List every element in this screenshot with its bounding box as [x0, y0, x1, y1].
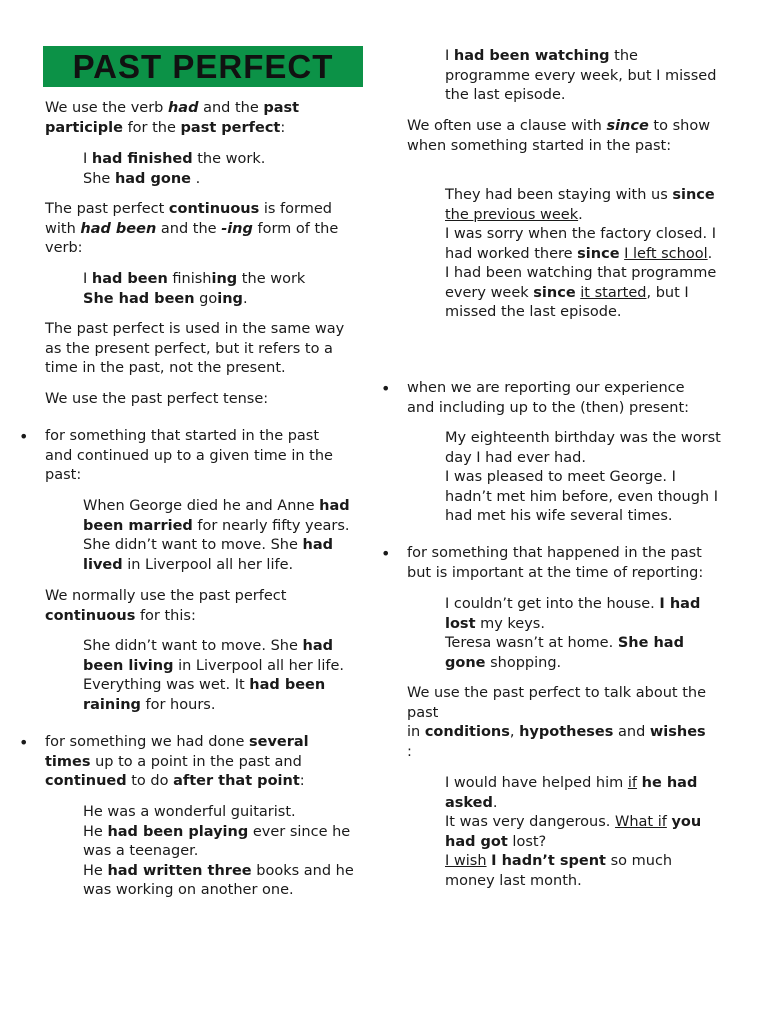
right-paragraph-2: They had been staying with us since the previous week. I was sorry when the factory closed. I had worked there since I left school. I had been watching that programme every week since it started, but I missed the last episode. — [445, 187, 717, 320]
right-paragraph-4: My eighteenth birthday was the worst day I had ever had. I was pleased to meet George. I hadn’t met him before, even though I had met his wife several times. — [445, 430, 721, 524]
left-paragraph-11: He was a wonderful guitarist. He had been playing ever since he was a teenager. He had written three books and he was working on another one. — [83, 804, 354, 898]
left-paragraph-9: She didn’t want to move. She had been living in Liverpool all her life. Everything was wet. It had been raining for hours. — [83, 638, 345, 713]
bullet-marker: • — [19, 733, 29, 752]
left-paragraph-0: We use the verb had and the past participle for the past perfect: — [45, 100, 300, 136]
left-paragraph-5: We use the past perfect tense: — [45, 391, 269, 407]
left-paragraph-6: for something that started in the past and continued up to a given time in the past: — [45, 428, 333, 483]
right-paragraph-7: We use the past perfect to talk about the past in conditions, hypotheses and wishes : — [407, 685, 707, 760]
left-paragraph-8: We normally use the past perfect continuous for this: — [45, 588, 287, 624]
left-paragraph-7: When George died he and Anne had been married for nearly fifty years. She didn’t want to move. She had lived in Liverpool all her life. — [83, 498, 350, 573]
left-paragraph-1: I had finished the work. She had gone . — [83, 151, 266, 187]
right-paragraph-1: We often use a clause with since to show when something started in the past: — [407, 118, 711, 154]
left-paragraph-2: The past perfect continuous is formed with had been and the -ing form of the verb: — [45, 201, 339, 256]
page-title: PAST PERFECT — [43, 46, 363, 87]
left-paragraph-4: The past perfect is used in the same way as the present perfect, but it refers to a time in the past, not the present. — [45, 321, 345, 376]
right-paragraph-5: for something that happened in the past but is important at the time of reporting: — [407, 545, 704, 581]
left-paragraph-3: I had been finishing the work She had been going. — [83, 271, 306, 307]
right-paragraph-0: I had been watching the programme every week, but I missed the last episode. — [445, 48, 717, 103]
right-paragraph-6: I couldn’t get into the house. I had lost my keys. Teresa wasn’t at home. She had gone shopping. — [445, 596, 701, 671]
right-paragraph-8: I would have helped him if he had asked. It was very dangerous. What if you had got lost? I wish I hadn’t spent so much money last month. — [445, 775, 702, 889]
bullet-marker: • — [381, 379, 391, 398]
bullet-marker: • — [381, 544, 391, 563]
right-paragraph-3: when we are reporting our experience and including up to the (then) present: — [407, 380, 690, 416]
bullet-marker: • — [19, 427, 29, 446]
left-paragraph-10: for something we had done several times up to a point in the past and continued to do after that point: — [45, 734, 309, 789]
